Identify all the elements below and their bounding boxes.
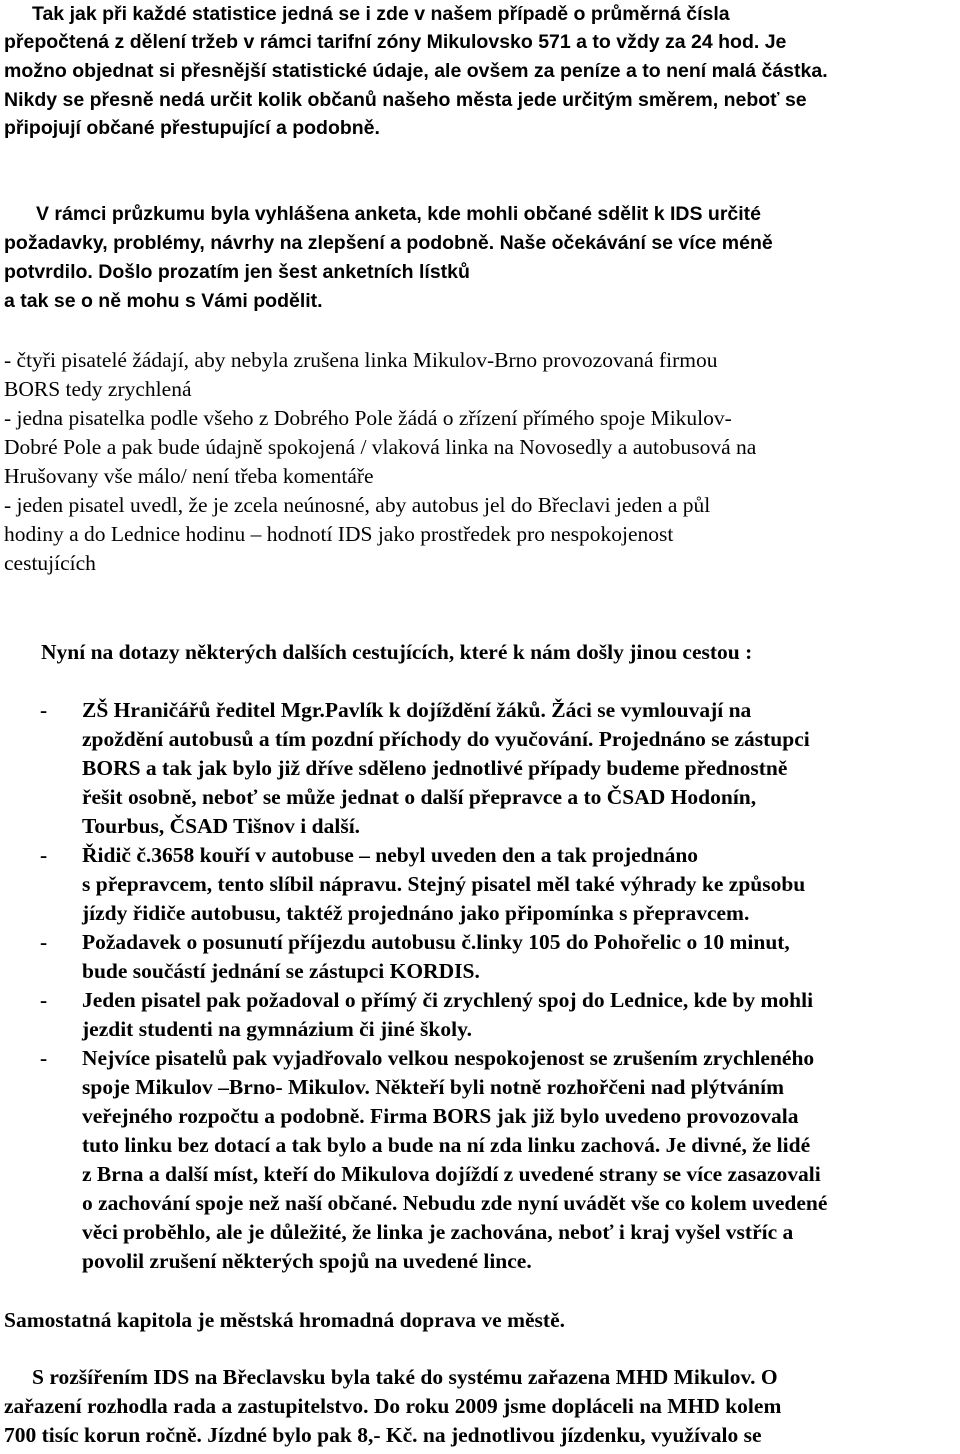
list-item-line: ZŠ Hraničářů ředitel Mgr.Pavlík k dojíždění žáků. Žáci se vymlouvají na <box>82 698 752 722</box>
text-line: S rozšířením IDS na Břeclavsku byla také do systému zařazena MHD Mikulov. O <box>32 1365 778 1389</box>
text-line: BORS tedy zrychlená <box>4 377 192 401</box>
text-line: Tak jak při každé statistice jedná se i zde v našem případě o průměrná čísla <box>32 3 730 25</box>
text-line: Nyní na dotazy některých dalších cestujících, které k nám došly jinou cestou : <box>41 640 753 664</box>
list-item-line: o zachování spoje než naší občané. Nebudu zde nyní uvádět vše co kolem uvedené <box>82 1191 828 1215</box>
text-line: - jeden pisatel uvedl, že je zcela neúnosné, aby autobus jel do Břeclavi jeden a půl <box>4 493 711 517</box>
text-line: připojují občané přestupující a podobně. <box>4 117 380 139</box>
list-bullet: - <box>40 988 48 1012</box>
text-line: zařazení rozhodla rada a zastupitelstvo. Do roku 2009 jsme dopláceli na MHD kolem <box>4 1394 782 1418</box>
text-line: 700 tisíc korun ročně. Jízdné bylo pak 8,- Kč. na jednotlivou jízdenku, využívalo se <box>4 1423 762 1447</box>
section-heading: Samostatná kapitola je městská hromadná doprava ve městě. <box>4 1308 565 1332</box>
list-item-line: bude součástí jednání se zástupci KORDIS. <box>82 959 480 983</box>
list-item-line: BORS a tak jak bylo již dříve sděleno jednotlivé případy budeme přednostně <box>82 756 788 780</box>
list-item-line: jezdit studenti na gymnázium či jiné školy. <box>82 1017 473 1041</box>
text-line: hodiny a do Lednice hodinu – hodnotí IDS jako prostředek pro nespokojenost <box>4 522 674 546</box>
list-item-line: tuto linku bez dotací a tak bylo a bude na ní zda linku zachová. Je divné, že lidé <box>82 1133 811 1157</box>
list-item-line: veřejného rozpočtu a podobně. Firma BORS jak již bylo uvedeno provozovala <box>82 1104 799 1128</box>
text-line: a tak se o ně mohu s Vámi podělit. <box>4 290 323 312</box>
text-line: - čtyři pisatelé žádají, aby nebyla zrušena linka Mikulov-Brno provozovaná firmou <box>4 348 718 372</box>
list-item-line: Jeden pisatel pak požadoval o přímý či zrychlený spoj do Lednice, kde by mohli <box>82 988 814 1012</box>
list-item-line: s přepravcem, tento slíbil nápravu. Stejný pisatel měl také výhrady ke způsobu <box>82 872 806 896</box>
list-bullet: - <box>40 698 48 722</box>
text-line: možno objednat si přesnější statistické údaje, ale ovšem za peníze a to není malá částka. <box>4 60 828 82</box>
list-bullet: - <box>40 843 48 867</box>
list-item-line: věci proběhlo, ale je důležité, že linka je zachována, neboť i kraj vyšel vstříc a <box>82 1220 794 1244</box>
text-line: přepočtená z dělení tržeb v rámci tarifní zóny Mikulovsko 571 a to vždy za 24 hod. Je <box>4 31 787 53</box>
list-item-line: řešit osobně, neboť se může jednat o další přepravce a to ČSAD Hodonín, <box>82 785 757 809</box>
list-item-line: jízdy řidiče autobusu, taktéž projednáno jako připomínka s přepravcem. <box>82 901 750 925</box>
list-bullet: - <box>40 930 48 954</box>
list-item-line: Tourbus, ČSAD Tišnov i další. <box>82 814 361 838</box>
list-item-line: spoje Mikulov –Brno- Mikulov. Někteří byli notně rozhořčeni nad plýtváním <box>82 1075 784 1099</box>
text-line: požadavky, problémy, návrhy na zlepšení a podobně. Naše očekávání se více méně <box>4 232 773 254</box>
list-item-line: z Brna a další míst, kteří do Mikulova dojíždí z uvedené strany se více zasazovali <box>82 1162 821 1186</box>
text-line: potvrdilo. Došlo prozatím jen šest anketních lístků <box>4 261 470 283</box>
text-line: V rámci průzkumu byla vyhlášena anketa, kde mohli občané sdělit k IDS určité <box>36 203 762 225</box>
text-line: Dobré Pole a pak bude údajně spokojená / vlaková linka na Novosedly a autobusová na <box>4 435 757 459</box>
text-line: cestujících <box>4 551 96 575</box>
list-item-line: zpoždění autobusů a tím pozdní příchody do vyučování. Projednáno se zástupci <box>82 727 810 751</box>
list-item-line: povolil zrušení některých spojů na uvedené lince. <box>82 1249 532 1273</box>
list-item-line: Nejvíce pisatelů pak vyjadřovalo velkou nespokojenost se zrušením zrychleného <box>82 1046 815 1070</box>
text-line: Nikdy se přesně nedá určit kolik občanů našeho města jede určitým směrem, neboť se <box>4 89 807 111</box>
list-item-line: Požadavek o posunutí příjezdu autobusu č.linky 105 do Pohořelic o 10 minut, <box>82 930 790 954</box>
list-item-line: Řidič č.3658 kouří v autobuse – nebyl uveden den a tak projednáno <box>82 843 699 867</box>
list-bullet: - <box>40 1046 48 1070</box>
text-line: - jedna pisatelka podle všeho z Dobrého Pole žádá o zřízení přímého spoje Mikulov- <box>4 406 732 430</box>
text-line: Hrušovany vše málo/ není třeba komentáře <box>4 464 374 488</box>
